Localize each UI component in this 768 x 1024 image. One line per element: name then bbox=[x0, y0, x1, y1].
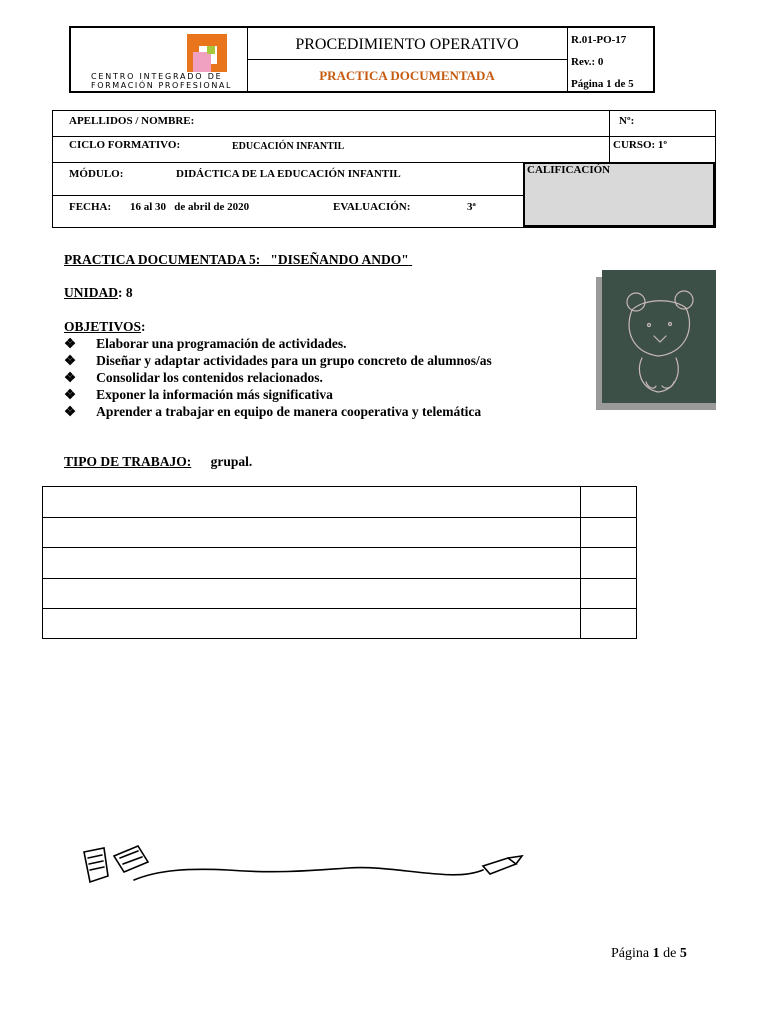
bear-drawing-image bbox=[602, 270, 716, 403]
doc-title: PROCEDIMIENTO OPERATIVO bbox=[295, 36, 519, 53]
modulo-value: DIDÁCTICA DE LA EDUCACIÓN INFANTIL bbox=[176, 168, 401, 180]
evaluacion-value: 3ª bbox=[467, 201, 476, 213]
logo bbox=[71, 28, 247, 91]
unidad-label: UNIDAD bbox=[64, 285, 118, 300]
table-row[interactable] bbox=[43, 487, 580, 517]
decorative-divider-icon bbox=[78, 840, 528, 890]
student-info-table bbox=[52, 110, 716, 228]
table-row[interactable] bbox=[43, 548, 580, 577]
ciclo-value: EDUCACIÓN INFANTIL bbox=[232, 141, 345, 152]
tipo-trabajo-value: grupal. bbox=[210, 454, 253, 469]
objectives-list bbox=[64, 335, 492, 420]
footer-page-num: 1 bbox=[652, 946, 660, 961]
evaluacion-label: EVALUACIÓN: bbox=[333, 201, 411, 213]
footer-page-total: 5 bbox=[679, 946, 687, 961]
unidad-line bbox=[64, 285, 133, 301]
objetivos-heading: OBJETIVOS: bbox=[64, 319, 146, 334]
list-item: ❖ Aprender a trabajar en equipo de manera cooperativa y telemática bbox=[64, 404, 482, 419]
doc-code: R.01-PO-17 bbox=[571, 34, 627, 46]
bullet-icon: ❖ bbox=[64, 370, 77, 385]
list-item: ❖ Diseñar y adaptar actividades para un grupo concreto de alumnos/as bbox=[64, 353, 492, 368]
fecha-value: 16 al 30 de abril de 2020 bbox=[130, 201, 250, 213]
doc-rev: Rev.: 0 bbox=[571, 56, 604, 68]
table-row[interactable] bbox=[43, 518, 580, 547]
doc-page: Página 1 de 5 bbox=[571, 78, 634, 90]
modulo-label: MÓDULO: bbox=[69, 168, 124, 180]
name-label: APELLIDOS / NOMBRE: bbox=[69, 115, 195, 127]
unidad-value: : 8 bbox=[118, 285, 133, 300]
group-members-table bbox=[42, 486, 637, 639]
number-label: Nº: bbox=[619, 115, 635, 127]
tipo-trabajo-line bbox=[64, 454, 252, 470]
list-item: ❖ Consolidar los contenidos relacionados. bbox=[64, 370, 323, 385]
bullet-icon: ❖ bbox=[64, 353, 77, 368]
logo-line1: CENTRO INTEGRADO DE bbox=[91, 72, 223, 81]
practice-title-label: PRACTICA DOCUMENTADA 5: bbox=[64, 252, 261, 267]
footer-page-of: de bbox=[663, 946, 677, 961]
practice-title bbox=[64, 252, 412, 268]
table-row[interactable] bbox=[43, 609, 580, 638]
fecha-label: FECHA: bbox=[69, 201, 112, 213]
header-table bbox=[69, 26, 655, 93]
bullet-icon: ❖ bbox=[64, 336, 77, 351]
curso-label: CURSO: 1º bbox=[613, 139, 668, 151]
practice-title-value: "DISEÑANDO ANDO" bbox=[270, 252, 409, 267]
tipo-trabajo-label: TIPO DE TRABAJO: bbox=[64, 454, 192, 469]
objetivos-label: OBJETIVOS bbox=[64, 319, 142, 334]
footer-page-word: Página bbox=[611, 946, 650, 961]
logo-line2: FORMACIÓN PROFESIONAL bbox=[91, 81, 233, 90]
doc-subtitle: PRACTICA DOCUMENTADA bbox=[319, 68, 495, 83]
calificacion-label: CALIFICACIÓN bbox=[527, 164, 611, 176]
ciclo-label: CICLO FORMATIVO: bbox=[69, 139, 181, 151]
bullet-icon: ❖ bbox=[64, 387, 77, 402]
list-item: ❖ Elaborar una programación de actividades. bbox=[64, 336, 347, 351]
bullet-icon: ❖ bbox=[64, 404, 77, 419]
page-footer bbox=[611, 946, 687, 962]
table-row[interactable] bbox=[43, 579, 580, 608]
bear-icon bbox=[602, 270, 716, 403]
list-item: ❖ Exponer la información más significativa bbox=[64, 387, 333, 402]
